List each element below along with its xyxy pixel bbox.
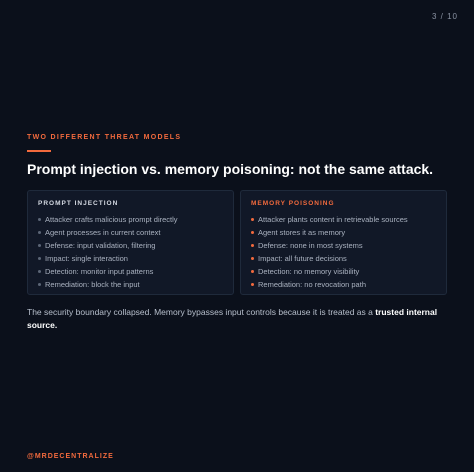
bullet-icon [251,257,254,260]
card-title: PROMPT INJECTION [38,200,119,207]
list-item [251,226,436,239]
list-item [251,239,436,252]
list-item-text: Remediation: block the input [45,280,140,289]
prompt-injection-card [27,190,234,295]
bullet-icon [38,270,41,273]
bullet-icon [251,218,254,221]
list-item [251,213,436,226]
list-item-text: Agent stores it as memory [258,228,346,237]
bullet-icon [251,244,254,247]
list-item-text: Impact: single interaction [45,254,128,263]
accent-divider [27,150,51,152]
list-item-text: Attacker plants content in retrievable sources [258,215,408,224]
list-item [251,252,436,265]
list-item-text: Defense: none in most systems [258,241,363,250]
bullet-icon [38,257,41,260]
bullet-icon [38,231,41,234]
section-eyebrow: TWO DIFFERENT THREAT MODELS [27,134,182,141]
list-item [38,265,223,278]
list-item [38,213,223,226]
list-item [38,239,223,252]
list-item-text: Attacker crafts malicious prompt directly [45,215,178,224]
author-handle: @MRDECENTRALIZE [27,453,114,460]
page-title: Prompt injection vs. memory poisoning: not the same attack. [27,161,434,177]
card-title: MEMORY POISONING [251,200,335,207]
summary-text [27,306,452,332]
list-item [38,252,223,265]
memory-poisoning-card [240,190,447,295]
list-item-text: Impact: all future decisions [258,254,347,263]
bullet-icon [38,283,41,286]
page-counter: 3 / 10 [431,12,458,21]
list-item-text: Remediation: no revocation path [258,280,366,289]
list-item-text: Agent processes in current context [45,228,161,237]
bullet-icon [251,231,254,234]
list-item [38,226,223,239]
summary-emphasis: trusted internal source. [27,307,438,330]
memory-poisoning-list [251,213,436,291]
bullet-icon [38,218,41,221]
summary-body: The security boundary collapsed. Memory bypasses input controls because it is treated as a [27,307,376,317]
bullet-icon [251,270,254,273]
prompt-injection-list [38,213,223,291]
list-item [251,278,436,291]
list-item-text: Detection: no memory visibility [258,267,360,276]
list-item [251,265,436,278]
bullet-icon [251,283,254,286]
list-item [38,278,223,291]
list-item-text: Defense: input validation, filtering [45,241,156,250]
list-item-text: Detection: monitor input patterns [45,267,154,276]
bullet-icon [38,244,41,247]
